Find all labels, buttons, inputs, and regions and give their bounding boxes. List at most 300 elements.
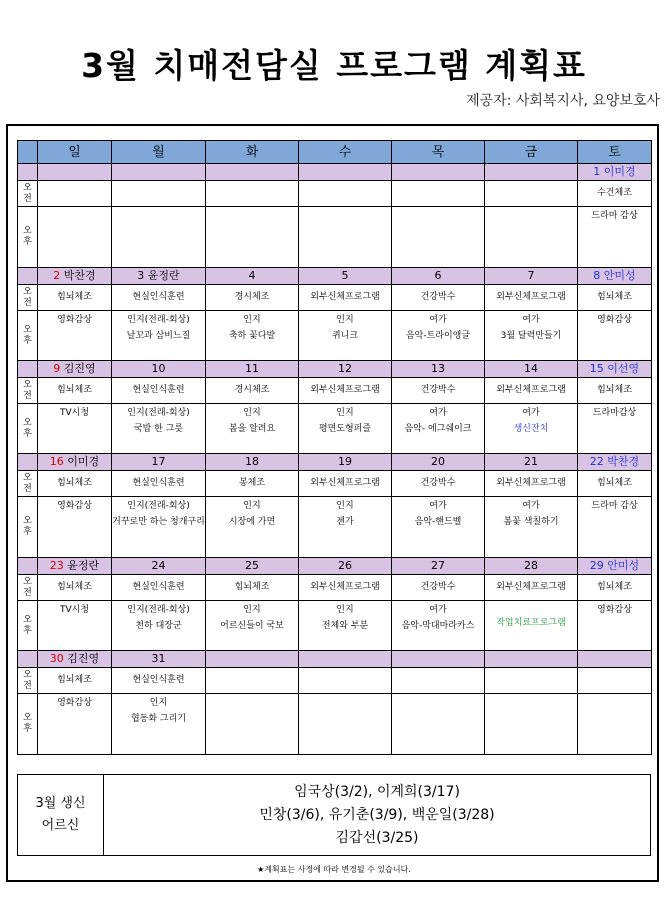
date-cell: [38, 361, 112, 378]
date-number: 26: [338, 559, 352, 572]
pm-program-line-1: 인지: [149, 698, 168, 708]
date-row: [18, 454, 652, 471]
pm-row: [18, 404, 652, 454]
am-label: [18, 668, 38, 694]
am-program-cell: [38, 181, 112, 207]
pm-program-line-2: 축하 꽃다발: [228, 331, 276, 341]
birthday-label: [18, 775, 104, 855]
am-program-cell: [392, 668, 485, 694]
am-program-cell: 외부신체프로그램: [299, 378, 392, 404]
am-label-char: 오: [23, 286, 32, 297]
page-title: 3월 치매전담실 프로그램 계획표: [81, 46, 587, 85]
pm-program-cell: [38, 404, 112, 454]
pm-program-cell: [299, 311, 392, 361]
date-number: 13: [431, 362, 445, 375]
pm-program-line-1: 인지(전래-회상): [127, 501, 190, 511]
date-cell: [485, 558, 578, 575]
date-cell: [206, 164, 299, 181]
birthday-label-line-1: 3월 생신: [35, 796, 86, 811]
pm-program-cell: [112, 311, 206, 361]
am-program-cell: 외부신체프로그램: [299, 575, 392, 601]
pm-label-char: 오: [23, 516, 32, 526]
birthday-names-line-1: 임국상(3/2), 이계희(3/17): [294, 783, 460, 800]
pm-program-cell: [485, 207, 578, 268]
date-cell: [578, 651, 652, 668]
date-cell: [38, 164, 112, 181]
pm-program-line-1: 여가: [522, 315, 540, 325]
pm-program-line-2: 퀴니크: [331, 331, 359, 341]
am-program-cell: 힘뇌체조: [38, 378, 112, 404]
pm-program-line-1: 인지: [243, 501, 261, 511]
pm-program-line-1: TV시청: [59, 408, 90, 418]
am-program-cell: [206, 668, 299, 694]
pm-program-line-1: 인지: [243, 315, 261, 325]
pm-program-line-2: 국밥 한 그릇: [133, 424, 184, 434]
date-row: [18, 558, 652, 575]
pm-program-cell: [299, 497, 392, 558]
date-cell: [38, 651, 112, 668]
date-number: 5: [341, 269, 349, 282]
pm-program-line-1: 영화감상: [57, 501, 92, 511]
date-cell: [392, 268, 485, 285]
date-cell: [485, 651, 578, 668]
pm-row: [18, 601, 652, 651]
am-program-cell: 외부신체프로그램: [485, 471, 578, 497]
pm-program-line-1: 영화감상: [597, 605, 632, 615]
pm-label-char: 오: [23, 324, 32, 335]
birthday-box: [17, 774, 651, 856]
date-row: [18, 268, 652, 285]
pm-program-line-1: 인지: [336, 408, 354, 418]
am-program-cell: 외부신체프로그램: [485, 285, 578, 311]
pm-program-line-1: 인지(전래-회상): [127, 605, 190, 615]
pm-program-cell: [578, 404, 652, 454]
am-row: [18, 668, 652, 694]
calendar-body: [18, 164, 652, 755]
date-cell: [392, 164, 485, 181]
date-cell: [206, 651, 299, 668]
weekday-tue: 화: [206, 141, 299, 164]
resident-name: 이선영: [607, 362, 640, 375]
date-number: 8: [593, 269, 601, 282]
pm-program-line-2: 전체와 부분: [321, 621, 369, 631]
date-number: 15: [589, 362, 604, 375]
date-number: 7: [527, 269, 535, 282]
am-program-cell: 힘뇌체조: [578, 471, 652, 497]
weekday-mon: 월: [112, 141, 206, 164]
date-cell: [112, 164, 206, 181]
pm-program-cell: [38, 497, 112, 558]
am-program-cell: 외부신체프로그램: [299, 471, 392, 497]
resident-name: 안미성: [607, 559, 640, 572]
pm-program-cell: [112, 207, 206, 268]
am-label-char: 전: [23, 297, 32, 308]
am-label-char: 전: [23, 390, 32, 401]
pm-program-line-2: 거꾸로만 하는 청개구리: [112, 517, 205, 527]
pm-program-cell: [392, 601, 485, 651]
pm-row: [18, 207, 652, 268]
pm-program-line-1: 드라마 감상: [591, 211, 638, 221]
pm-program-cell: [112, 601, 206, 651]
date-number: 17: [151, 455, 166, 468]
pm-program-line-2: 천하 대장군: [135, 621, 182, 631]
pm-program-line-1: 인지(전래-회상): [127, 408, 190, 418]
pm-program-line-1: 인지: [336, 605, 354, 615]
pm-program-cell: [392, 404, 485, 454]
date-cell: [485, 164, 578, 181]
date-cell: [112, 651, 206, 668]
am-program-cell: 힘뇌체조: [38, 285, 112, 311]
pm-program-line-2: 젠가: [336, 517, 354, 527]
pm-program-cell: [112, 497, 206, 558]
date-number: 27: [431, 559, 445, 572]
pm-program-line-1: 인지: [243, 605, 261, 615]
am-program-cell: 봉체조: [206, 471, 299, 497]
weekday-fri: 금: [485, 141, 578, 164]
resident-name: 이미경: [67, 455, 100, 468]
am-program-cell: 현실인식훈련: [112, 575, 206, 601]
am-program-cell: 현실인식훈련: [112, 471, 206, 497]
am-program-cell: 경시체조: [206, 378, 299, 404]
am-program-cell: 힘뇌체조: [578, 575, 652, 601]
date-number: 28: [524, 559, 538, 572]
date-number: 22: [589, 455, 604, 468]
am-label-char: 전: [23, 483, 32, 494]
pm-program-line-2: 평면도형퍼즐: [318, 424, 372, 434]
am-program-cell: 건강박수: [392, 471, 485, 497]
date-number: 20: [431, 455, 445, 468]
pm-program-line-2: 어르신들이 국보: [220, 621, 284, 631]
pm-program-cell: [299, 601, 392, 651]
pm-program-line-2: 날꼬과 삼비느질: [126, 331, 191, 341]
pm-program-cell: [206, 601, 299, 651]
am-program-cell: 외부신체프로그램: [299, 285, 392, 311]
pm-program-cell: [112, 404, 206, 454]
am-program-cell: 힘뇌체조: [578, 378, 652, 404]
pm-program-cell: [299, 694, 392, 755]
pm-row: [18, 497, 652, 558]
date-cell: [578, 361, 652, 378]
date-number: 2: [53, 269, 61, 282]
pm-label-char: 후: [23, 527, 32, 537]
pm-program-line-1: 여가: [429, 408, 447, 418]
pm-row: [18, 694, 652, 755]
pm-label: [18, 497, 38, 558]
date-cell: [206, 268, 299, 285]
date-row-corner: [18, 558, 38, 575]
am-program-cell: 경시체조: [206, 285, 299, 311]
pm-program-line-1: 인지: [336, 501, 354, 511]
pm-program-cell: [112, 694, 206, 755]
date-row-corner: [18, 164, 38, 181]
resident-name: 박찬경: [63, 269, 96, 282]
pm-label: [18, 601, 38, 651]
birthday-names: [104, 775, 650, 855]
pm-program-cell: [392, 497, 485, 558]
date-number: 10: [151, 362, 166, 375]
am-label: [18, 378, 38, 404]
date-cell: [485, 268, 578, 285]
date-cell: [112, 454, 206, 471]
weekday-header-corner: [18, 141, 38, 164]
date-cell: [392, 361, 485, 378]
pm-program-line-2: 봄을 알려요: [228, 424, 276, 434]
pm-program-cell: [38, 311, 112, 361]
pm-program-cell: [206, 207, 299, 268]
am-label-char: 오: [23, 379, 32, 390]
am-program-cell: 건강박수: [392, 285, 485, 311]
am-label: [18, 181, 38, 207]
pm-label-char: 후: [23, 428, 32, 439]
date-cell: [112, 361, 206, 378]
pm-program-cell: [38, 694, 112, 755]
calendar-table: [17, 140, 652, 755]
date-cell: [206, 558, 299, 575]
date-number: 30: [49, 652, 64, 665]
date-cell: [578, 268, 652, 285]
pm-program-line-1: 인지(전래-회상): [127, 315, 190, 325]
date-cell: [578, 164, 652, 181]
date-cell: [392, 454, 485, 471]
date-cell: [299, 361, 392, 378]
date-number: 9: [53, 362, 61, 375]
date-row: [18, 164, 652, 181]
pm-label-char: 후: [23, 237, 32, 247]
pm-program-line-1: 드라마감상: [592, 408, 637, 418]
pm-label: [18, 311, 38, 361]
pm-label: [18, 694, 38, 755]
pm-program-line-1: 여가: [429, 501, 447, 511]
am-program-cell: 수건체조: [578, 181, 652, 207]
weekday-sun: 일: [38, 141, 112, 164]
date-row: [18, 361, 652, 378]
pm-program-line-1: 작업치료프로그램: [496, 617, 566, 628]
pm-program-cell: [206, 694, 299, 755]
am-program-cell: [485, 181, 578, 207]
date-cell: [578, 558, 652, 575]
date-number: 4: [248, 269, 256, 282]
date-cell: [299, 651, 392, 668]
am-program-cell: 건강박수: [392, 378, 485, 404]
pm-label: [18, 404, 38, 454]
pm-program-cell: [38, 601, 112, 651]
resident-name: 안미성: [603, 269, 636, 282]
date-number: 11: [245, 362, 259, 375]
date-cell: [578, 454, 652, 471]
am-label-char: 전: [23, 193, 32, 204]
pm-label-char: 오: [23, 417, 32, 428]
am-program-cell: 현실인식훈련: [112, 668, 206, 694]
pm-program-line-1: 인지: [243, 408, 261, 418]
date-number: 3: [137, 269, 145, 282]
date-number: 12: [338, 362, 352, 375]
date-number: 25: [245, 559, 259, 572]
date-number: 18: [245, 455, 259, 468]
pm-label: [18, 207, 38, 268]
am-row: [18, 285, 652, 311]
date-row-corner: [18, 361, 38, 378]
resident-name: 윤정란: [67, 559, 100, 572]
pm-program-line-2: 음악-막대마라카스: [401, 621, 475, 631]
date-number: 23: [49, 559, 64, 572]
date-number: 24: [151, 559, 166, 572]
pm-program-line-1: 여가: [429, 315, 447, 325]
pm-program-line-2: 음악-트라이앵글: [405, 331, 471, 341]
pm-label-char: 오: [23, 713, 32, 723]
pm-program-line-1: 영화감상: [57, 315, 92, 325]
pm-program-line-1: 영화감상: [57, 698, 92, 708]
pm-program-cell: [206, 404, 299, 454]
pm-label-char: 후: [23, 724, 32, 734]
pm-program-line-1: 여가: [429, 605, 447, 615]
am-label-char: 오: [23, 472, 32, 483]
pm-program-cell: [206, 311, 299, 361]
date-cell: [206, 361, 299, 378]
footer-note: ★계획표는 사정에 따라 변경될 수 있습니다.: [257, 865, 411, 874]
pm-program-line-2: 3월 달력만들기: [500, 331, 562, 341]
date-cell: [38, 268, 112, 285]
am-program-cell: 건강박수: [392, 575, 485, 601]
pm-program-cell: [578, 497, 652, 558]
date-cell: [206, 454, 299, 471]
date-row-corner: [18, 651, 38, 668]
pm-program-line-1: 영화감상: [597, 315, 632, 325]
am-row: [18, 575, 652, 601]
date-cell: [485, 361, 578, 378]
date-cell: [299, 164, 392, 181]
weekday-header-row: [18, 141, 652, 164]
am-label: [18, 575, 38, 601]
date-number: 31: [151, 652, 166, 665]
date-number: 19: [338, 455, 352, 468]
date-number: 14: [524, 362, 538, 375]
am-program-cell: [299, 181, 392, 207]
pm-program-cell: [578, 207, 652, 268]
pm-program-cell: [485, 497, 578, 558]
date-number: 6: [434, 269, 442, 282]
pm-program-cell: [206, 497, 299, 558]
date-cell: [38, 558, 112, 575]
am-program-cell: [299, 668, 392, 694]
date-row-corner: [18, 454, 38, 471]
pm-program-cell: [578, 601, 652, 651]
am-program-cell: 힘뇌체조: [38, 668, 112, 694]
am-label-char: 오: [23, 576, 32, 587]
pm-program-cell: [299, 207, 392, 268]
pm-program-line-2: 봄꽃 색칠하기: [503, 517, 559, 527]
pm-program-line-1: 여가: [522, 501, 540, 511]
am-label-char: 전: [23, 587, 32, 598]
am-program-cell: 외부신체프로그램: [485, 575, 578, 601]
am-label-char: 오: [23, 182, 32, 193]
pm-program-line-2: 생신잔치: [513, 424, 549, 434]
am-program-cell: 외부신체프로그램: [485, 378, 578, 404]
provider-info: 제공자: 사회복지사, 요양보호사: [466, 93, 660, 109]
resident-name: 윤정란: [147, 269, 180, 282]
birthday-label-line-2: 어르신: [41, 818, 80, 833]
weekday-thu: 목: [392, 141, 485, 164]
am-label: [18, 285, 38, 311]
date-cell: [299, 454, 392, 471]
am-program-cell: [392, 181, 485, 207]
pm-program-cell: [485, 404, 578, 454]
pm-program-cell: [578, 694, 652, 755]
am-row: [18, 471, 652, 497]
pm-program-cell: [485, 311, 578, 361]
date-cell: [38, 454, 112, 471]
pm-program-line-2: 음악- 에그쉐이크: [404, 424, 472, 434]
pm-program-line-1: 드라마 감상: [591, 501, 638, 511]
date-row: [18, 651, 652, 668]
date-cell: [485, 454, 578, 471]
am-program-cell: 현실인식훈련: [112, 285, 206, 311]
pm-program-cell: [299, 404, 392, 454]
pm-program-cell: [392, 207, 485, 268]
pm-program-line-1: TV시청: [59, 605, 90, 615]
am-row: [18, 378, 652, 404]
pm-program-line-1: 여가: [522, 408, 540, 418]
am-program-cell: 힘뇌체조: [38, 471, 112, 497]
date-cell: [299, 558, 392, 575]
am-program-cell: 힘뇌체조: [38, 575, 112, 601]
weekday-wed: 수: [299, 141, 392, 164]
resident-name: 김진영: [63, 362, 96, 375]
date-number: 1: [593, 165, 601, 178]
pm-program-cell: [392, 311, 485, 361]
pm-program-line-1: 인지: [336, 315, 354, 325]
date-row-corner: [18, 268, 38, 285]
date-cell: [112, 558, 206, 575]
am-program-cell: [485, 668, 578, 694]
pm-program-cell: [392, 694, 485, 755]
date-number: 21: [524, 455, 538, 468]
pm-program-cell: [38, 207, 112, 268]
weekday-sat: 토: [578, 141, 652, 164]
am-row: [18, 181, 652, 207]
pm-program-line-2: 음악-핸드벨: [414, 517, 462, 527]
date-number: 16: [49, 455, 64, 468]
resident-name: 이미경: [603, 165, 636, 178]
date-number: 29: [589, 559, 604, 572]
am-program-cell: [578, 668, 652, 694]
birthday-names-line-2: 민창(3/6), 유기춘(3/9), 백운일(3/28): [259, 806, 495, 823]
date-cell: [112, 268, 206, 285]
pm-program-cell: [485, 694, 578, 755]
date-cell: [392, 651, 485, 668]
am-program-cell: 힘뇌체조: [206, 575, 299, 601]
date-cell: [392, 558, 485, 575]
pm-program-line-2: 시장에 가면: [228, 517, 276, 527]
resident-name: 김진영: [67, 652, 100, 665]
am-label-char: 전: [23, 680, 32, 691]
resident-name: 박찬경: [607, 455, 640, 468]
am-label-char: 오: [23, 669, 32, 680]
am-program-cell: [112, 181, 206, 207]
pm-label-char: 후: [23, 335, 32, 346]
pm-label-char: 오: [23, 226, 32, 236]
am-program-cell: 힘뇌체조: [578, 285, 652, 311]
date-cell: [299, 268, 392, 285]
birthday-names-line-3: 김갑선(3/25): [335, 829, 419, 846]
pm-row: [18, 311, 652, 361]
am-label: [18, 471, 38, 497]
am-program-cell: 현실인식훈련: [112, 378, 206, 404]
am-program-cell: [206, 181, 299, 207]
pm-program-cell: [485, 601, 578, 651]
pm-label-char: 오: [23, 614, 32, 625]
pm-program-cell: [578, 311, 652, 361]
pm-program-line-2: 협동화 그리기: [130, 714, 187, 724]
